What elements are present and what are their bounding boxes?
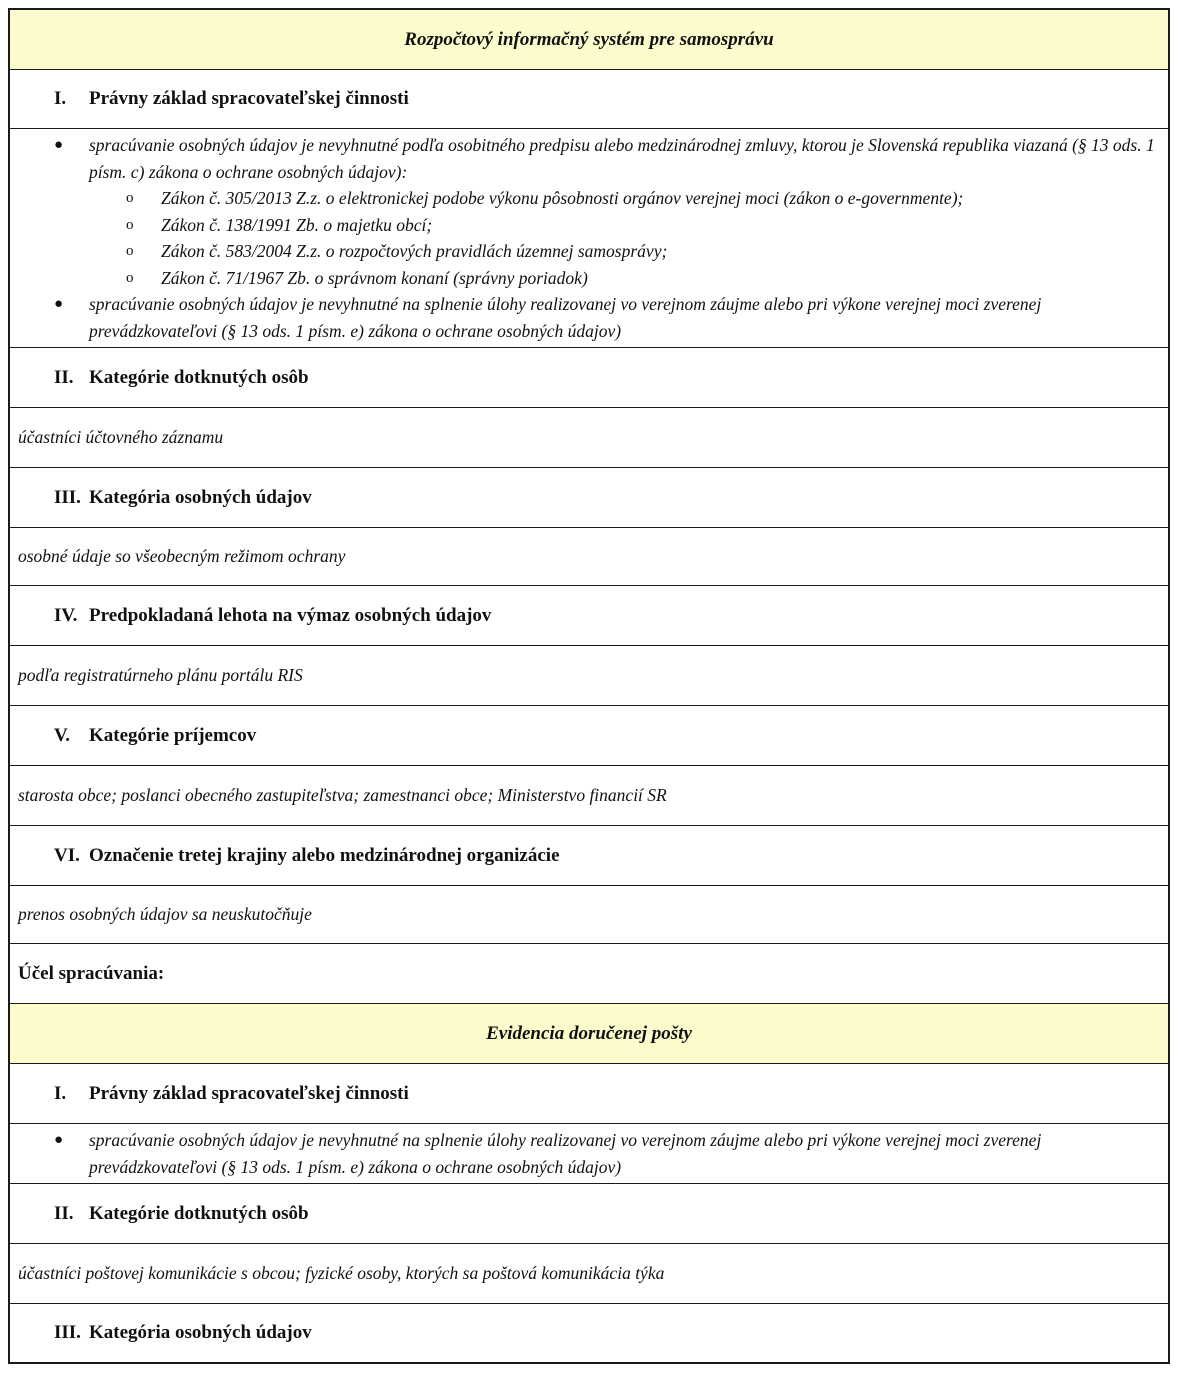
law-text: Zákon č. 583/2004 Z.z. o rozpočtových pravidlách územnej samosprávy;: [161, 241, 668, 261]
heading-number: II.: [54, 1202, 74, 1224]
heading-number: III.: [54, 1322, 81, 1343]
circle-bullet-icon: o: [126, 190, 134, 206]
data-category-heading: [10, 1304, 1168, 1362]
sub-list-item: [10, 265, 1158, 292]
value-text: účastníci poštovej komunikácie s obcou; fyzické osoby, ktorých sa poštová komunikácia týka: [18, 1263, 665, 1283]
sub-list-item: [10, 185, 1158, 212]
legal-basis-heading: [10, 70, 1168, 129]
heading-text: Kategória osobných údajov: [89, 1322, 312, 1343]
bullet-icon: ●: [54, 296, 64, 312]
list-item-text: spracúvanie osobných údajov je nevyhnutné na splnenie úlohy realizovanej vo verejnom záujme alebo pri výkone verejnej moci zverenej prevádzkovateľovi (§ 13 ods. 1 písm. e) zákona o ochrane osobných údajov): [89, 1130, 1042, 1177]
value-text: osobné údaje so všeobecným režimom ochrany: [18, 546, 346, 566]
heading-text: Kategória osobných údajov: [89, 486, 312, 508]
heading-text: Predpokladaná lehota na výmaz osobných údajov: [89, 604, 492, 626]
heading-number: I.: [54, 88, 67, 109]
heading-number: VI.: [54, 844, 80, 866]
heading-number: V.: [54, 724, 71, 746]
recipients-value: [10, 766, 1168, 826]
legal-basis-heading: [10, 1064, 1168, 1124]
law-text: Zákon č. 305/2013 Z.z. o elektronickej podobe výkonu pôsobnosti orgánov verejnej moci (zákon o e-governmente);: [161, 188, 964, 208]
heading-text: Kategórie dotknutých osôb: [89, 1202, 309, 1224]
section-title-text: Evidencia doručenej pošty: [486, 1022, 692, 1044]
subjects-heading: [10, 1184, 1168, 1244]
legal-basis-list: [10, 129, 1168, 348]
section-title: [10, 10, 1168, 70]
list-item: [10, 1127, 1158, 1180]
value-text: starosta obce; poslanci obecného zastupiteľstva; zamestnanci obce; Ministerstvo financií SR: [18, 785, 667, 805]
heading-text: Právny základ spracovateľskej činnosti: [89, 88, 409, 109]
bullet-icon: ●: [54, 137, 64, 153]
law-text: Zákon č. 71/1967 Zb. o správnom konaní (správny poriadok): [161, 267, 588, 288]
purpose-label: [10, 944, 1168, 1004]
sub-list-item: [10, 212, 1158, 239]
heading-text: Právny základ spracovateľskej činnosti: [89, 1082, 409, 1104]
list-item-text: spracúvanie osobných údajov je nevyhnutné podľa osobitného predpisu alebo medzinárodnej zmluvy, ktorou je Slovenská republika viazaná (§ 13 ods. 1 písm. c) zákona o ochrane osobných údajov):: [89, 135, 1155, 182]
bullet-icon: ●: [54, 1132, 64, 1148]
list-item: [10, 132, 1158, 185]
section-title: [10, 1004, 1168, 1064]
circle-bullet-icon: o: [126, 216, 134, 233]
third-country-value: [10, 886, 1168, 944]
value-text: podľa registratúrneho plánu portálu RIS: [18, 665, 303, 685]
heading-number: II.: [54, 366, 74, 388]
law-text: Zákon č. 138/1991 Zb. o majetku obcí;: [161, 214, 433, 235]
heading-number: III.: [54, 486, 81, 508]
value-text: prenos osobných údajov sa neuskutočňuje: [18, 904, 312, 924]
retention-heading: [10, 586, 1168, 646]
data-category-value: [10, 528, 1168, 586]
retention-value: [10, 646, 1168, 706]
sub-list-item: [10, 238, 1158, 265]
subjects-value: [10, 408, 1168, 468]
third-country-heading: [10, 826, 1168, 886]
circle-bullet-icon: o: [126, 243, 134, 259]
heading-number: IV.: [54, 604, 78, 626]
heading-number: I.: [54, 1082, 67, 1104]
list-item: [10, 291, 1158, 344]
list-item-text: spracúvanie osobných údajov je nevyhnutné na splnenie úlohy realizovanej vo verejnom záujme alebo pri výkone verejnej moci zverenej prevádzkovateľovi (§ 13 ods. 1 písm. e) zákona o ochrane osobných údajov): [89, 294, 1042, 341]
subjects-heading: [10, 348, 1168, 408]
heading-text: Kategórie príjemcov: [89, 724, 257, 746]
heading-text: Označenie tretej krajiny alebo medzinárodnej organizácie: [89, 844, 560, 866]
heading-text: Kategórie dotknutých osôb: [89, 366, 309, 388]
circle-bullet-icon: o: [126, 269, 134, 286]
processing-records-table: [8, 8, 1170, 1364]
data-category-heading: [10, 468, 1168, 528]
section-title-text: Rozpočtový informačný systém pre samosprávu: [404, 28, 774, 50]
recipients-heading: [10, 706, 1168, 766]
subjects-value: [10, 1244, 1168, 1304]
purpose-label-text: Účel spracúvania:: [18, 962, 165, 984]
legal-basis-list: [10, 1124, 1168, 1184]
value-text: účastníci účtovného záznamu: [18, 427, 224, 447]
